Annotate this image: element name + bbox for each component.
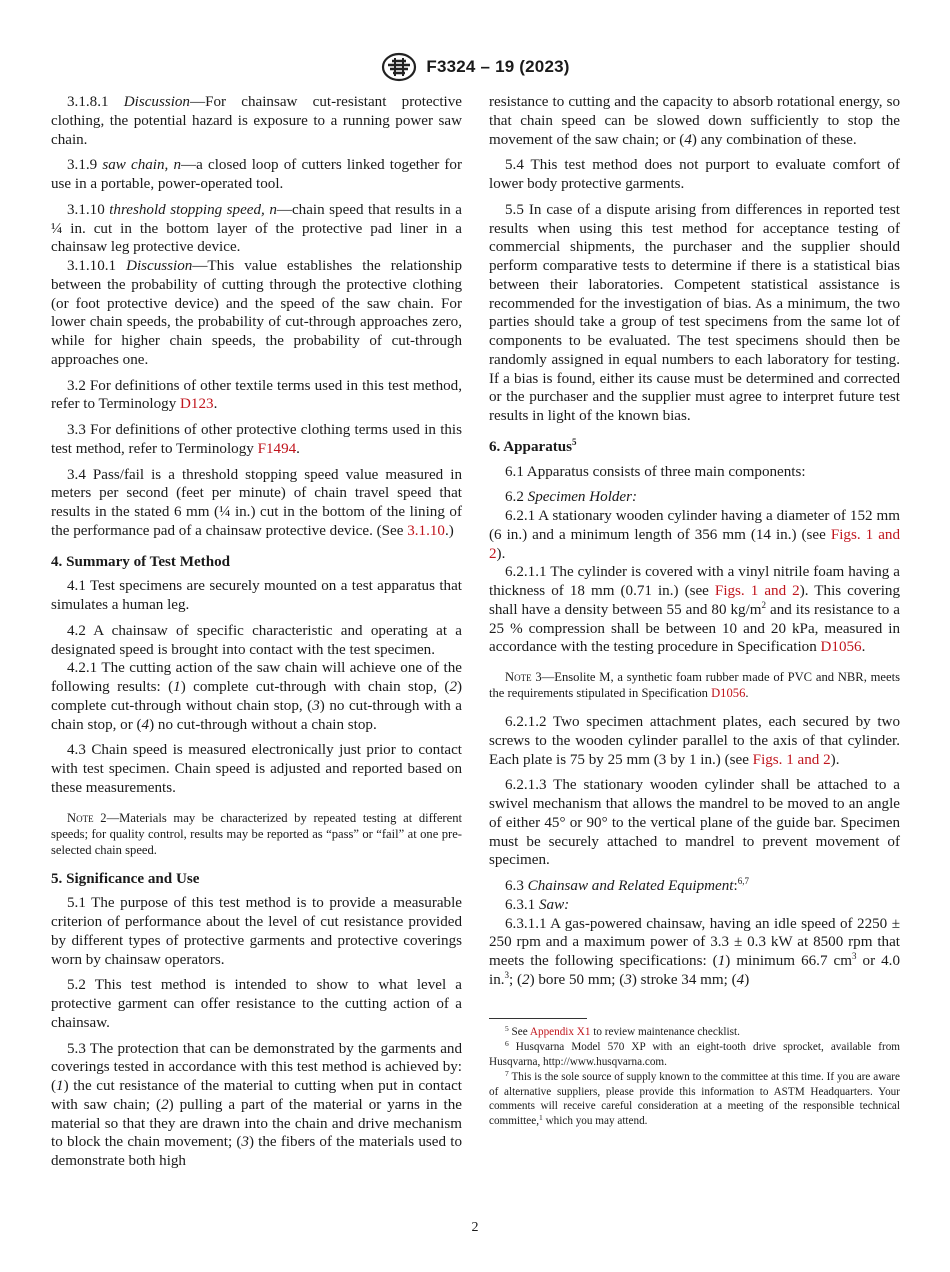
paragraph-3-3: 3.3 For definitions of other protective clothing terms used in this test method, refer to Terminology F1494. [51,422,462,457]
footnote-ref-5: 5 [572,436,577,447]
footnote-5: $^5$ See Appendix X1 to review maintenance checklist. [505,1023,740,1038]
paragraph-5-3: 5.3 The protection that can be demonstrated by the garments and coverings tested in accordance with this test method is achieved by: (1) the cut resistance of the material to cutting when put in contact with saw chain; (2) pulling a part of the material or yarns in the material so that they are drawn into the chain and drive mechanism to block the chain movement; (3) the fibers of the materials used to demonstrate both high [51,1040,462,1169]
section-heading-5: 5. Significance and Use [51,870,200,887]
link-figs-1-and-2[interactable]: Figs. 1 and 2 [752,751,831,768]
paragraph-6-2-1-2: 6.2.1.2 Two specimen attachment plates, each secured by two screws to the wooden cylinder parallel to the axis of that cylinder. Each plate is 75 by 25 mm (3 by 1 in.) (see Figs. 1 and 2). [489,714,900,768]
paragraph-6-2-1: 6.2.1 A stationary wooden cylinder having a diameter of 152 mm (6 in.) and a minimum length of 356 mm (14 in.) (see Figs. 1 and 2). [489,508,900,562]
paragraph-6-2: 6.2 Specimen Holder: [505,489,638,506]
paragraph-6-3: 6.3 Chainsaw and Related Equipment:$^{6,7}$ [505,876,749,894]
link-figs-1-and-2[interactable]: Figs. 1 and 2 [714,583,800,599]
right-column [489,93,900,1129]
paragraph-6-3-1: 6.3.1 Saw: [505,896,570,913]
paragraph-6-3-1-1: 6.3.1.1 A gas-powered chainsaw, having an idle speed of 2250 ± 250 rpm and a maximum power of 3.3 ± 0.3 kW at 8500 rpm that meets the following specifications: (1) minimum 66.7 $cm^3$ or 4.0 in.$^3$; (2) bore 50 mm; (3) stroke 34 mm; (4) [489,915,901,988]
section-heading-4: 4. Summary of Test Method [51,553,231,570]
link-d1056[interactable]: D1056 [711,686,746,700]
footnote-divider [489,1018,587,1019]
paragraph-5-2: 5.2 This test method is intended to show to what level a protective garment can offer resistance to the cutting action of a chainsaw. [51,977,462,1031]
link-appendix-x1[interactable]: Appendix X1 [529,1025,591,1038]
link-d123[interactable]: D123 [180,396,214,413]
paragraph-6-2-1-1: 6.2.1.1 The cylinder is covered with a vinyl nitrile foam having a thickness of 18 mm (0.71 in.) (see Figs. 1 and 2). This covering shall have a density between 55 and 80 $kg/m^2$ and its resistance to a 25 % compression shall be between 10 and 20 kPa, measured in accordance with the testing procedure in Specification D1056. [489,564,900,656]
paragraph-3-4: 3.4 Pass/fail is a threshold stopping speed value measured in meters per second (feet per minute) of chain travel speed that results in the stated 6 mm (¼ in.) cut in the bottom of the lining of the performance pad of a chainsaw protective device. (See 3.1.10.) [51,466,462,539]
left-column [51,93,462,1178]
paragraph-6-1: 6.1 Apparatus consists of three main components: [505,463,806,480]
paragraph-3-1-10: 3.1.10 threshold stopping speed, n—chain speed that results in a ¼ in. cut in the bottom layer of the protective pad liner in a chainsaw leg protective device. [51,201,462,256]
note-2: Note 2—Materials may be characterized by repeated testing at different speeds; for quality control, results may be reported as “pass” or “fail” at one pre-selected chain speed. [51,810,462,857]
paragraph-3-1-8-1: 3.1.8.1 Discussion—For chainsaw cut-resistant protective clothing, the potential hazard is exposure to a running power saw chain. [51,94,462,148]
paragraph-4-2-1: 4.2.1 The cutting action of the saw chain will achieve one of the following results: (1) complete cut-through with chain stop, (2) complete cut-through without chain stop, (3) no cut-through with a chain stop, or (4) no cut-through without a chain stop. [51,660,463,733]
paragraph-3-2: 3.2 For definitions of other textile terms used in this test method, refer to Terminology D123. [51,377,462,413]
footnote-ref-6-7: 6,7 [737,876,749,886]
section-heading-6: 6. Apparatus$^5$ [489,436,577,455]
note-3: Note 3—Ensolite M, a synthetic foam rubber made of PVC and NBR, meets the requirements stipulated in Specification D1056. [489,670,900,700]
page-header [0,52,950,87]
paragraph-5-3-continued: resistance to cutting and the capacity to absorb rotational energy, so that chain speed can be slowed down sufficiently to stop the movement of the saw chain; or (4) any combination of these. [489,94,900,148]
paragraph-3-1-10-1: 3.1.10.1 Discussion—This value establishes the relationship between the probability of cutting through the protective clothing (or foot protective device) and the speed of the saw chain. For lower chain speeds, the probability of cut-through approaches zero, while for higher chain speeds, the probability of cut-through approaches one. [51,258,463,368]
paragraph-4-3: 4.3 Chain speed is measured electronically just prior to contact with test specimen. Chain speed is adjusted and reported based on these measurements. [51,742,462,796]
page-number: 2 [471,1220,479,1235]
paragraph-5-4: 5.4 This test method does not purport to evaluate comfort of lower body protective garments. [489,157,900,192]
astm-logo-icon [380,52,418,82]
document-designation: F3324 – 19 (2023) [426,57,570,76]
link-d1056[interactable]: D1056 [820,639,862,656]
link-figs-1-and-2[interactable]: Figs. 1 and 2 [489,526,900,562]
paragraph-4-1: 4.1 Test specimens are securely mounted on a test apparatus that simulates a human leg. [51,578,462,613]
footnote-7: $^7$ This is the sole source of supply known to the committee at this time. If you are aware of alternative suppliers, please provide this information to ASTM Headquarters. Your comments will receive careful consideration at a meeting of the responsible technical committee,$^1$ which you may attend. [489,1069,900,1127]
paragraph-4-2: 4.2 A chainsaw of specific characteristic and operating at a designated speed is brought into contact with the test specimen. [51,622,462,658]
paragraph-5-5: 5.5 In case of a dispute arising from differences in reported test results when using this test method for acceptance testing of commercial shipments, the purchaser and the supplier should perform comparative tests to determine if there is a statistical bias between their laboratories. Competent statistical assistance is recommended for the investigation of bias. As a minimum, the two parties should take a group of test specimens from the same lot of components to be evaluated. The test specimens should then be randomly assigned in equal numbers to each laboratory for testing. If a bias is found, either its cause must be determined and corrected or the purchaser and the supplier must agree to interpret future test results in light of the known bias. [489,201,900,424]
paragraph-3-1-9: 3.1.9 saw chain, n—a closed loop of cutters linked together for use in a portable, power-operated tool. [51,157,463,192]
paragraph-5-1: 5.1 The purpose of this test method is to provide a measurable criterion of performance about the level of cut resistance provided by different types of protective garments and protective coverings worn by chainsaw operators. [51,895,462,968]
paragraph-6-2-1-3: 6.2.1.3 The stationary wooden cylinder shall be attached to a swivel mechanism that allows the mandrel to be moved to an angle of either 45° or 90° to the vertical plane of the guide bar. Specimen must be securely attached to mandrel to prevent movement of specimen. [489,777,900,869]
footnote-6: $^6$ Husqvarna Model 570 XP with an eight-tooth drive sprocket, available from Husqvarna, http://www.husqvarna.com. [489,1039,900,1068]
link-3-1-10[interactable]: 3.1.10 [407,522,445,539]
link-f1494[interactable]: F1494 [257,440,297,457]
